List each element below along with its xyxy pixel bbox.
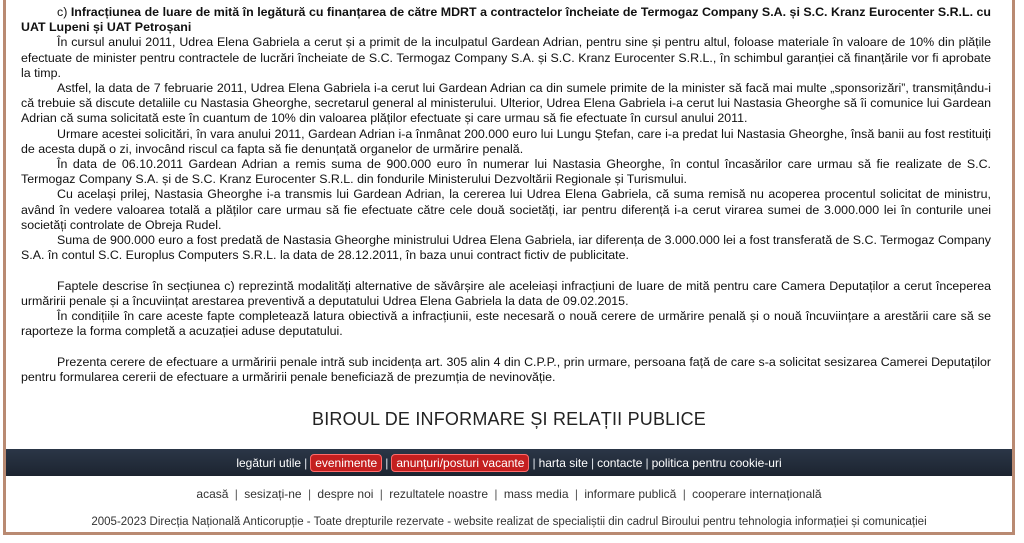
nav-separator: |: [645, 455, 649, 470]
article-body: [21, 5, 991, 385]
paragraph: Suma de 900.000 euro a fost predată de Nastasia Gheorghe ministrului Udrea Elena Gabriela, iar diferența de 3.000.000 lei a fost transferată de S.C. Termogaz Company S.A. în contul S.C. Europlus Computers S.R.L. la data de 28.12.2011, în baza unui contract fictiv de publicitate.: [21, 233, 991, 263]
footer-link-international[interactable]: cooperare internațională: [692, 487, 822, 501]
nav-separator: |: [304, 455, 308, 470]
section-prefix: c): [57, 5, 71, 19]
footer-separator: |: [234, 487, 238, 501]
footer-separator: |: [494, 487, 498, 501]
paragraph: În data de 06.10.2011 Gardean Adrian a remis suma de 900.000 euro în numerar lui Nastasia Gheorghe, în contul încasărilor care urmau să fie realizate de S.C. Termogaz Company S.A. și de S.C. Kranz Eurocenter S.R.L. din fondurile Ministerului Dezvoltării Regionale și Turismului.: [21, 157, 991, 187]
nav-link-events[interactable]: evenimente: [310, 454, 382, 472]
footer-link-public-info[interactable]: informare publică: [584, 487, 677, 501]
footer-link-results[interactable]: rezultatele noastre: [389, 487, 488, 501]
paragraph: Astfel, la data de 7 februarie 2011, Udrea Elena Gabriela i-a cerut lui Gardean Adrian ca din sumele primite de la minister să facă mai multe „sponsorizări”, transmițându-i că trebuie să discute detaliile cu Nastasia Gheorghe, secretarul general al ministerului. Ulterior, Udrea Elena Gabriela i-a cerut lui Nastasia Gheorghe să îi comunice lui Gardean Adrian că suma solicitată este în cuantum de 10% din valoarea plăților efectuate și care urmau să fie efectuate în cursul anului 2011.: [21, 81, 991, 126]
section-title: Infracțiunea de luare de mită în legătură cu finanțarea de către MDRT a contractelor încheiate de Termogaz Company S.A. și S.C. Kranz Eurocenter S.R.L. cu UAT Lupeni și UAT Petroșani: [21, 5, 991, 35]
section-heading: [21, 5, 991, 35]
page-frame: [3, 0, 1015, 535]
nav-link-cookie-policy[interactable]: politica pentru cookie-uri: [651, 455, 782, 470]
footer-separator: |: [682, 487, 686, 501]
nav-link-useful-links[interactable]: legături utile: [236, 455, 302, 470]
office-heading: BIROUL DE INFORMARE ȘI RELAȚII PUBLICE: [311, 409, 706, 429]
footer-navbar: [6, 449, 1012, 476]
paragraph: Urmare acestei solicitări, în vara anului 2011, Gardean Adrian i-a înmânat 200.000 euro lui Lungu Ștefan, care i-a predat lui Nastasia Gheorghe, însă banii au fost restituiți de acesta după o zi, invocând riscul ca fapta să fie denunțată organelor de urmărire penală.: [21, 126, 991, 156]
paragraph: În condițiile în care aceste fapte completează latura obiectivă a infracțiunii, este necesară o nouă cerere de urmărire penală și o nouă încuviințare a arestării care să se raporteze la forma completă a acuzației aduse deputatului.: [21, 309, 991, 339]
nav-link-site-map[interactable]: harta site: [538, 455, 588, 470]
paragraph: Faptele descrise în secțiunea c) reprezintă modalități alternative de săvârșire ale aceleiași infracțiuni de luare de mită pentru care Camera Deputaților a cerut începerea urmăririi penale și a încuviințat arestarea preventivă a deputatului Udrea Elena Gabriela la data de 09.02.2015.: [21, 278, 991, 308]
footer-link-home[interactable]: acasă: [196, 487, 229, 501]
nav-link-announcements[interactable]: anunțuri/posturi vacante: [391, 454, 529, 472]
footer-separator: |: [379, 487, 383, 501]
footer-link-about[interactable]: despre noi: [317, 487, 374, 501]
copyright-text: 2005-2023 Direcția Națională Anticorupție - Toate drepturile rezervate - website realizat de specialiștii din cadrul Biroului pentru tehnologia informației și comunicației: [91, 516, 927, 528]
footer-separator: |: [574, 487, 578, 501]
nav-separator: |: [385, 455, 389, 470]
nav-separator: |: [532, 455, 536, 470]
paragraph: Cu același prilej, Nastasia Gheorghe i-a transmis lui Gardean Adrian, la cererea lui Udrea Elena Gabriela, că suma remisă nu acoperea procentul solicitat de ministru, având în vedere valoarea totală a plăților care urmau să fie efectuate către cele două societăți, iar pentru diferență i-a cerut virarea sumei de 3.000.000 lei în conturile unei societăți controlate de Obreja Rudel.: [21, 187, 991, 232]
footer-separator: |: [307, 487, 312, 501]
footer-links: [6, 487, 1012, 501]
paragraph: În cursul anului 2011, Udrea Elena Gabriela a cerut și a primit de la inculpatul Gardean Adrian, pentru sine și pentru altul, foloase materiale în valoare de 10% din plățile efectuate de minister pentru contractele de lucrări încheiate de S.C. Termogaz Company S.A. și S.C. Kranz Eurocenter S.R.L., în schimbul garanției că finanțările vor fi aprobate la timp.: [21, 35, 991, 80]
nav-link-contacts[interactable]: contacte: [597, 455, 643, 470]
nav-separator: |: [590, 455, 595, 470]
footer-link-report[interactable]: sesizați-ne: [244, 487, 302, 501]
closing-paragraph: Prezenta cerere de efectuare a urmăririi penale intră sub incidența art. 305 alin 4 din C.P.P., prin urmare, persoana față de care s-a solicitat sesizarea Camerei Deputaților pentru formularea cererii de efectuare a urmăririi penale beneficiază de prezumția de nevinovăție.: [21, 354, 991, 384]
footer-link-mass-media[interactable]: mass media: [503, 487, 569, 501]
